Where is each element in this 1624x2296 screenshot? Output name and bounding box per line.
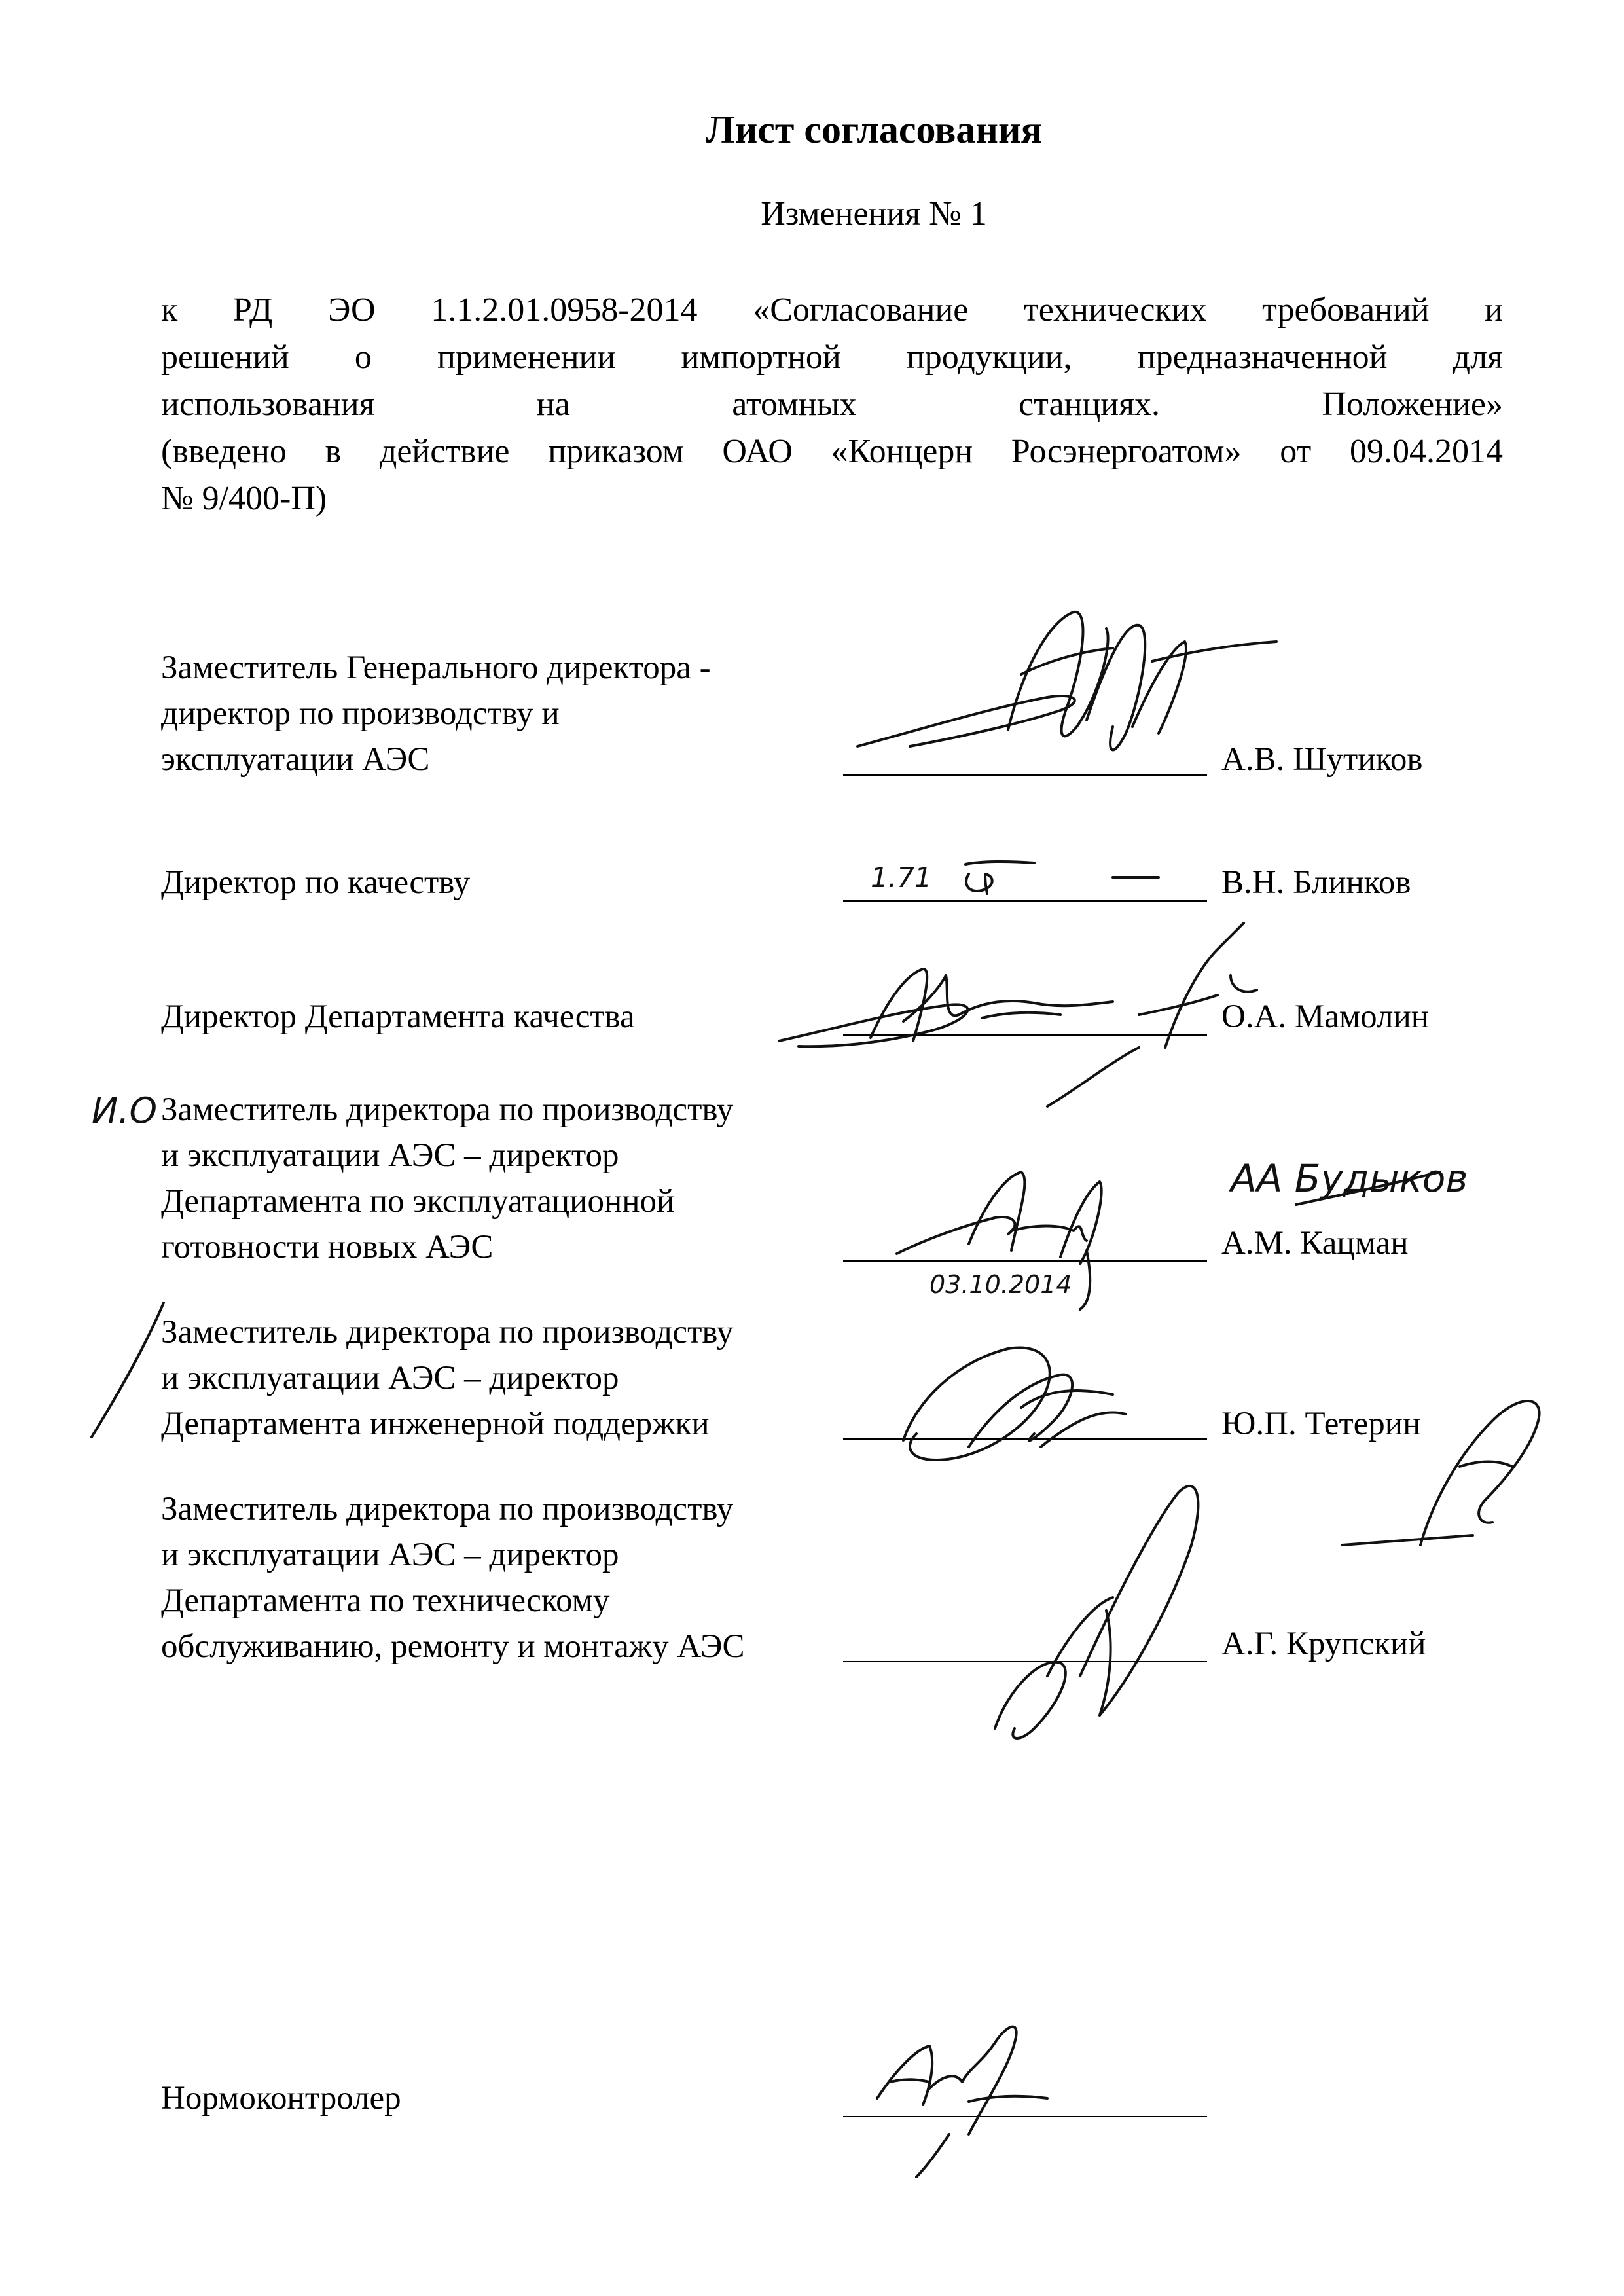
signatory-role-1 [161,645,711,782]
signature-blinkov [871,862,1159,894]
intro-line-2: решений о применении импортной продукции, предназначенной для [161,338,1503,376]
role-line: Заместитель директора по производству [161,1491,734,1527]
intro-line-5: № 9/400-П) [161,480,327,517]
signatory-role-7 [161,2075,401,2121]
signature-line-3 [843,1034,1207,1036]
budkov-note-text: АА Будыков [1231,1156,1468,1201]
role-line: и эксплуатации АЭС – директор [161,1537,619,1573]
signatory-role-3 [161,994,635,1040]
role-line: Департамента по техническому [161,1582,610,1619]
role-line: Заместитель директора по производству [161,1091,734,1128]
signature-krupsky [995,1486,1198,1738]
signature-line-6 [843,1661,1207,1662]
intro-line-4: (введено в действие приказом ОАО «Концерн Росэнергоатом» от 09.04.2014 [161,433,1503,470]
role-line: Департамента инженерной поддержки [161,1406,710,1442]
signatory-name-3: О.А. Мамолин [1221,998,1430,1035]
page-subtitle: Изменения № 1 [761,195,987,232]
role-line: и эксплуатации АЭС – директор [161,1360,619,1396]
budkov-note [1228,1156,1468,1205]
signatory-role-2 [161,860,470,905]
signatory-name-6: А.Г. Крупский [1221,1626,1426,1662]
signature-line-1 [843,774,1207,776]
role-line: Нормоконтролер [161,2080,401,2117]
signatory-role-6 [161,1486,745,1669]
intro-line-3: использования на атомных станциях. Положение» [161,386,1503,423]
role-line: эксплуатации АЭС [161,741,430,778]
page-title: Лист согласования [705,108,1042,151]
intro-line-1: к РД ЭО 1.1.2.01.0958-2014 «Согласование технических требований и [161,291,1503,329]
role-line: Департамента по эксплуатационной [161,1183,675,1220]
margin-stroke [92,1303,164,1437]
margin-initials-text: И.О [92,1090,158,1131]
margin-initials [92,1090,157,1131]
signature-normocontroller [877,2027,1047,2177]
role-line: и эксплуатации АЭС – директор [161,1137,619,1174]
role-line: директор по производству и [161,695,560,732]
role-line: Директор Департамента качества [161,998,635,1035]
signatory-role-5 [161,1309,733,1447]
signatory-name-5: Ю.П. Тетерин [1221,1406,1421,1442]
signatory-name-4: А.М. Кацман [1221,1225,1409,1262]
kacman-date: 03.10.2014 [929,1270,1072,1299]
signature-line-4 [843,1260,1207,1262]
signatory-role-4 [161,1087,733,1270]
signature-teterin [903,1347,1126,1460]
signature-kacman [897,1172,1102,1309]
role-line: готовности новых АЭС [161,1229,494,1266]
role-line: Заместитель Генерального директора - [161,649,711,686]
signature-line-5 [843,1438,1207,1440]
blinkov-mark: 1.71 [871,862,932,894]
role-line: Директор по качеству [161,864,471,901]
signature-line-2 [843,900,1207,902]
signatory-name-2: В.Н. Блинков [1221,864,1411,901]
role-line: Заместитель директора по производству [161,1314,734,1351]
signature-mamolin [779,923,1257,1106]
signature-line-7 [843,2116,1207,2117]
signature-shutikov [857,612,1276,750]
signatory-name-1: А.В. Шутиков [1221,741,1423,778]
role-line: обслуживанию, ремонту и монтажу АЭС [161,1628,745,1665]
